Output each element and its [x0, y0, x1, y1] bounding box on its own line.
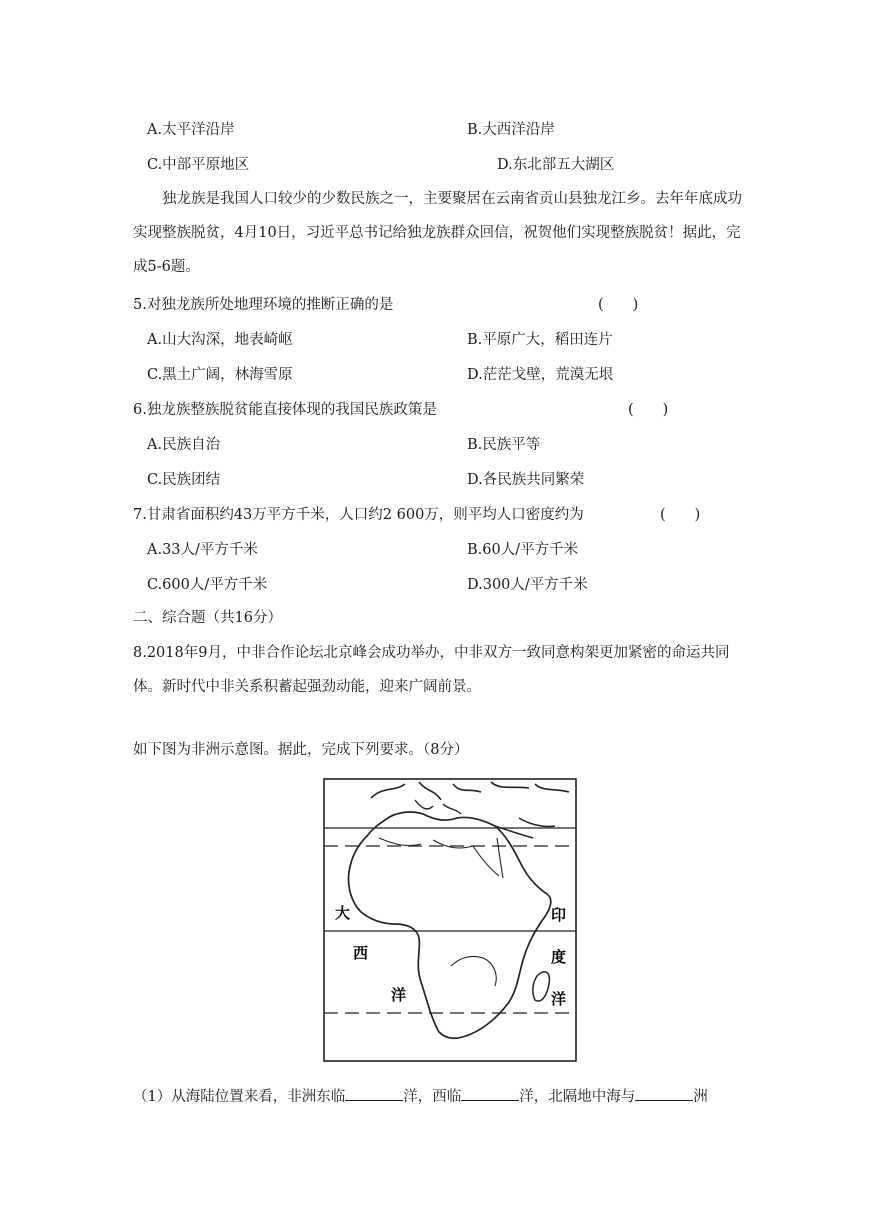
africa-map: [323, 778, 577, 1062]
q6-option-b: B.民族平等: [467, 437, 541, 453]
q8-part1-text-b: 洋，西临: [403, 1089, 462, 1105]
q8-part1-text-c: 洋，北隔地中海与: [519, 1089, 636, 1105]
section-2-title: 二、综合题（共16分）: [133, 610, 282, 626]
q5-answer-paren: ( ): [598, 297, 639, 313]
q7-answer-paren: ( ): [660, 507, 701, 523]
q4-option-c: C.中部平原地区: [147, 157, 250, 173]
passage-dulong: 独龙族是我国人口较少的少数民族之一，主要聚居在云南省贡山县独龙江乡。去年年底成功实现整族脱贫，4月10日，习近平总书记给独龙族群众回信，祝贺他们实现整族脱贫！据此，完成5-6题。: [133, 191, 742, 275]
q8-part1-text-a: （1）从海陆位置来看，非洲东临: [133, 1089, 346, 1105]
q5-option-b: B.平原广大，稻田连片: [467, 332, 613, 348]
blank-east-ocean[interactable]: [345, 1086, 403, 1101]
indian-label-1: 印: [551, 906, 567, 924]
q7-option-d: D.300人/平方千米: [467, 577, 588, 593]
q4-option-a: A.太平洋沿岸: [147, 122, 235, 138]
q5-option-d: D.茫茫戈壁，荒漠无垠: [467, 367, 614, 383]
q5-option-a: A.山大沟深，地表崎岖: [147, 332, 293, 348]
q7-option-c: C.600人/平方千米: [147, 577, 268, 593]
q8-part1-text-d: 洲: [693, 1089, 708, 1105]
q6-option-c: C.民族团结: [147, 472, 221, 488]
blank-west-ocean[interactable]: [461, 1086, 519, 1101]
atlantic-label-1: 大: [335, 904, 351, 922]
map-frame: [324, 779, 576, 1061]
q7-option-b: B.60人/平方千米: [467, 542, 579, 558]
map-instruction: 如下图为非洲示意图。据此，完成下列要求。（8分）: [133, 742, 469, 758]
atlantic-label-3: 洋: [391, 986, 407, 1004]
q8-intro: 8.2018年9月，中非合作论坛北京峰会成功举办，中非双方一致同意构架更加紧密的命运共同体。新时代中非关系积蓄起强劲动能，迎来广阔前景。: [133, 645, 730, 695]
q6-stem: 6.独龙族整族脱贫能直接体现的我国民族政策是: [133, 402, 437, 418]
q6-option-a: A.民族自治: [147, 437, 221, 453]
blank-north-continent[interactable]: [635, 1086, 693, 1101]
q4-option-b: B.大西洋沿岸: [467, 122, 555, 138]
atlantic-label-2: 西: [353, 944, 369, 962]
q6-option-d: D.各民族共同繁荣: [467, 472, 585, 488]
q4-option-d: D.东北部五大湖区: [497, 157, 615, 173]
q7-option-a: A.33人/平方千米: [147, 542, 258, 558]
q7-stem: 7.甘肃省面积约43万平方千米，人口约2 600万，则平均人口密度约为: [133, 507, 584, 523]
q5-option-c: C.黑土广阔，林海雪原: [147, 367, 293, 383]
indian-label-2: 度: [551, 948, 567, 966]
q8-part1-line: [133, 1086, 708, 1107]
q5-stem: 5.对独龙族所处地理环境的推断正确的是: [133, 297, 394, 313]
q6-answer-paren: ( ): [628, 402, 669, 418]
indian-label-3: 洋: [551, 990, 567, 1008]
